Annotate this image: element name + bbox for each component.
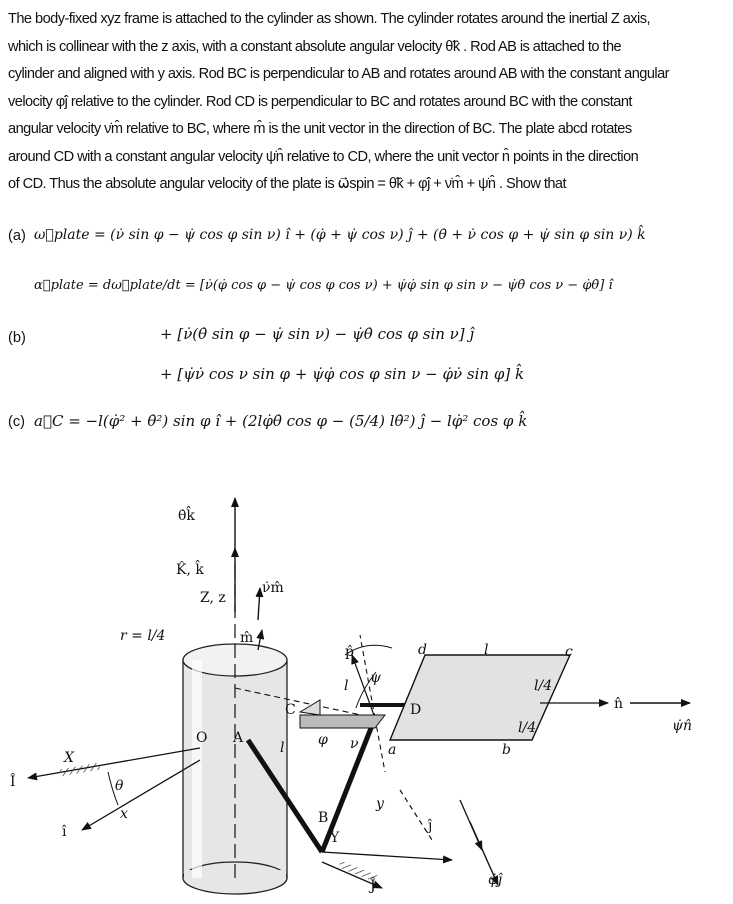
label-A: A (233, 730, 244, 746)
label-psi-dot-n: ψ̇n̂ (672, 718, 692, 734)
problem-line: which is collinear with the z axis, with a constant absolute angular velocity θ̇k̂ . Rod AB is attached to the (8, 38, 622, 55)
x-axis-arrow (82, 760, 200, 830)
equation-b-line-1: α⃗plate = dω⃗plate/dt = [ν̇(φ̇ cos φ − ψ̇ cos φ cos ν) + ψ̇φ̇ sin φ sin ν − ψ̇θ̇ cos ν − φ̇θ̇] î (34, 278, 613, 293)
y-axis-arrow (322, 852, 452, 860)
label-X: X (64, 750, 74, 766)
label-corner-b: b (502, 742, 511, 758)
label-J-hat: Ĵ (370, 878, 376, 894)
label-C: C (285, 702, 296, 718)
label-nu: ν (350, 736, 359, 752)
label-j-hat: ĵ (428, 818, 433, 834)
part-a-label: (a) (8, 228, 26, 244)
label-B: B (318, 810, 329, 826)
label-nu-dot-m: ν̇m̂ (262, 580, 284, 596)
equation-b-line-3: + [ψ̇ν̇ cos ν sin φ + ψ̇φ̇ cos φ sin ν − φ̇ν̇ sin φ] k̂ (160, 365, 525, 383)
label-l-AB: l (280, 740, 285, 756)
problem-line: of CD. Thus the absolute angular velocity of the plate is ω⃗spin = θ̇k̂ + φ̇ĵ + ν̇m̂ + ψ̇n̂ . Show that (8, 176, 566, 192)
label-theta-dot-k: θ̇k̂ (178, 508, 195, 524)
label-O: O (196, 730, 208, 746)
label-phi-dot-j: φ̇ĵ (488, 872, 503, 888)
equation-a: ω⃗plate = (ν̇ sin φ − ψ̇ cos φ sin ν) î + (φ̇ + ψ̇ cos ν) ĵ + (θ̇ + ν̇ cos φ + ψ̇ sin φ sin ν) k̂ (34, 227, 646, 243)
X-axis-arrow (28, 748, 200, 778)
label-D: D (410, 702, 422, 718)
label-l-top: l (484, 642, 489, 658)
nu-dot-m-arrow (258, 588, 260, 620)
part-c-label: (c) (8, 414, 26, 430)
label-theta: θ (115, 778, 124, 794)
label-K-k: K̂, k̂ (176, 562, 204, 578)
label-m-hat: m̂ (240, 630, 254, 646)
label-y: y (376, 796, 384, 812)
label-phi: φ (318, 732, 328, 748)
equation-c: a⃗C = −l(φ̇² + θ̇²) sin φ î + (2lφ̇θ̇ cos φ − (5/4) lθ̇²) ĵ − lφ̇² cos φ k̂ (34, 412, 528, 430)
label-x: x (120, 806, 128, 822)
equation-b-line-2: + [ν̇(θ̇ sin φ − ψ̇ sin ν) − ψ̇θ̇ cos φ sin ν] ĵ (160, 325, 475, 343)
part-b-label: (b) (8, 330, 26, 346)
problem-line: The body-fixed xyz frame is attached to the cylinder as shown. The cylinder rotates around the inertial Z axis, (8, 11, 650, 27)
label-i-hat: î (62, 824, 67, 840)
label-p-hat: p̂ (345, 644, 354, 660)
label-n-hat: n̂ (614, 696, 624, 712)
label-l4-right: l/4 (534, 678, 553, 694)
label-corner-a: a (388, 742, 397, 758)
label-radius: r = l/4 (120, 628, 166, 644)
label-Y: Y (330, 830, 340, 846)
problem-line: cylinder and aligned with y axis. Rod BC is perpendicular to AB and rotates around AB with the constant angular (8, 66, 669, 82)
problem-line: angular velocity ν̇m̂ relative to BC, where m̂ is the unit vector in the direction of BC. The plate abcd rotates (8, 121, 632, 137)
label-l4-mid: l/4 (518, 720, 537, 736)
plate-abcd (390, 655, 570, 740)
problem-line: around CD with a constant angular velocity ψ̇n̂ relative to CD, where the unit vector n̂ points in the direction (8, 148, 639, 165)
label-I-hat: Î (10, 774, 16, 790)
label-corner-d: d (418, 642, 427, 658)
label-Z-z: Z, z (200, 590, 226, 606)
label-psi: ψ (370, 670, 381, 686)
label-l-BC: l (344, 678, 349, 694)
label-corner-c: c (565, 644, 573, 660)
problem-line: velocity φ̇ĵ relative to the cylinder. Rod CD is perpendicular to BC and rotates around BC with the constant (8, 93, 632, 110)
